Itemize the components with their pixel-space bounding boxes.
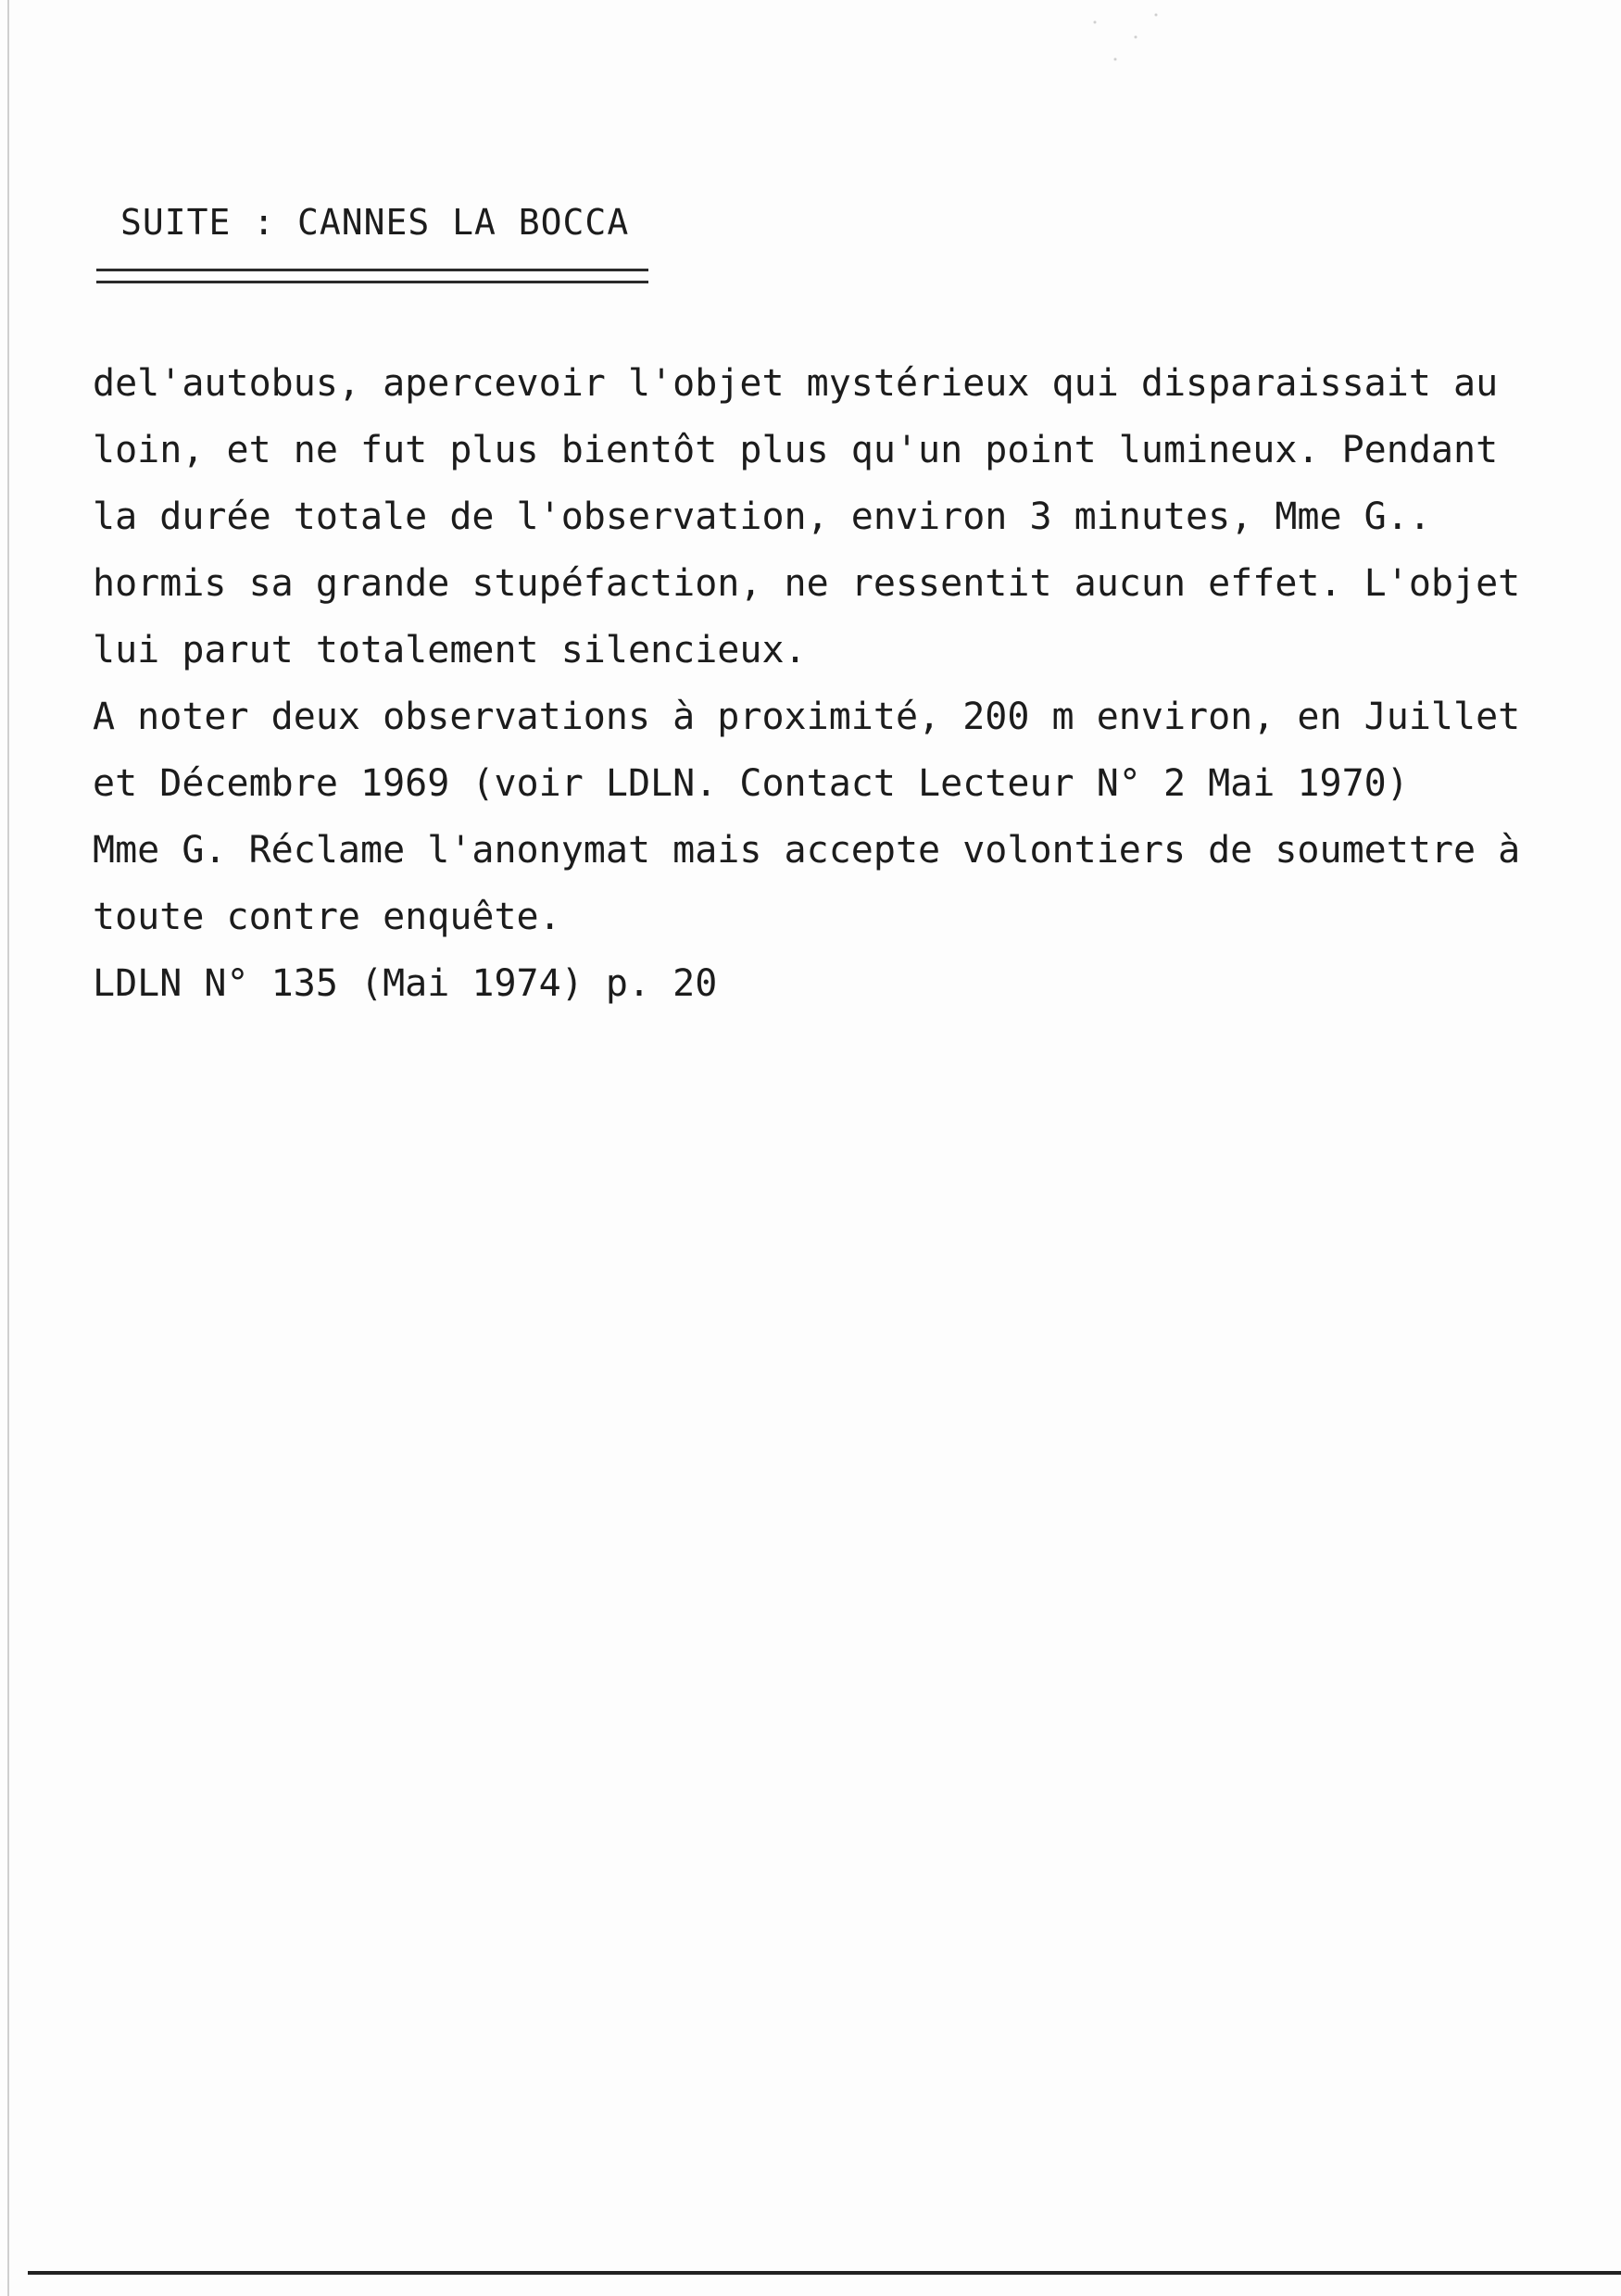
source-reference: LDLN N° 135 (Mai 1974) p. 20 (93, 962, 718, 1005)
text-line: lui parut totalement silencieux. (93, 629, 807, 671)
scan-speckle (1074, 0, 1176, 74)
text-line: toute contre enquête. (93, 896, 561, 938)
body-text (93, 350, 1538, 1017)
text-line: A noter deux observations à proximité, 200 m environ, en Juillet (93, 696, 1521, 738)
text-line: loin, et ne fut plus bientôt plus qu'un point lumineux. Pendant (93, 429, 1499, 471)
header-double-underline (96, 269, 648, 283)
page-bottom-rule (28, 2271, 1621, 2275)
page-left-edge (7, 0, 9, 2296)
section-header: SUITE : CANNES LA BOCCA (120, 202, 630, 243)
text-line: la durée totale de l'observation, environ 3 minutes, Mme G.. (93, 496, 1431, 538)
text-line: del'autobus, apercevoir l'objet mystérieux qui disparaissait au (93, 362, 1499, 405)
text-line: hormis sa grande stupéfaction, ne ressentit aucun effet. L'objet (93, 562, 1521, 605)
text-line: Mme G. Réclame l'anonymat mais accepte volontiers de soumettre à (93, 829, 1521, 872)
text-line: et Décembre 1969 (voir LDLN. Contact Lecteur N° 2 Mai 1970) (93, 762, 1409, 805)
